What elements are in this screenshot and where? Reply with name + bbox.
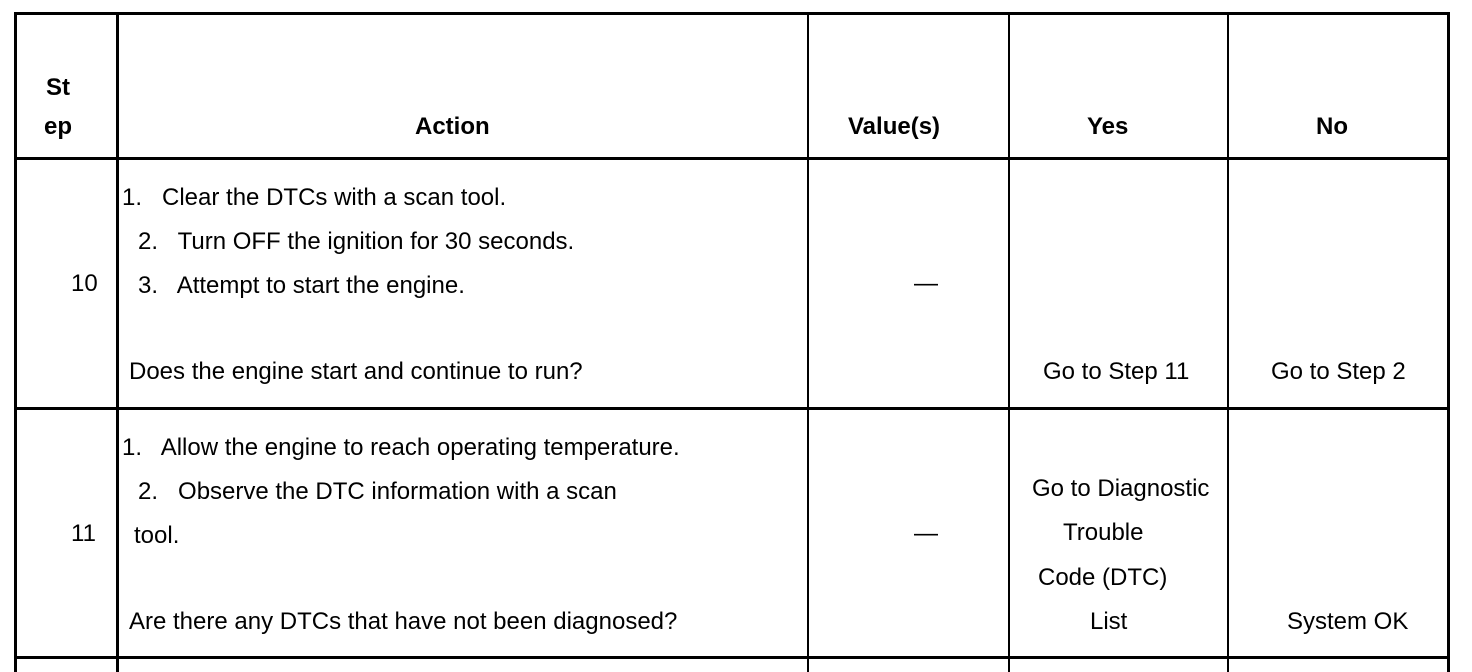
yes-cell-line-4: List: [1090, 608, 1128, 635]
yes-cell-line-3: Code (DTC): [1038, 564, 1168, 591]
header-yes: Yes: [1087, 113, 1129, 140]
header-divider: [14, 157, 1450, 160]
header-step-line2: ep: [44, 113, 73, 140]
action-question: Does the engine start and continue to run?: [129, 358, 583, 385]
header-step-line1: St: [46, 74, 70, 101]
action-line-1: 1. Clear the DTCs with a scan tool.: [122, 184, 507, 211]
step-number: 10: [71, 270, 98, 297]
action-line-3: tool.: [134, 522, 180, 549]
column-divider-yes: [1227, 12, 1229, 672]
value-cell: —: [914, 520, 938, 547]
value-cell: —: [914, 270, 938, 297]
no-cell: System OK: [1287, 608, 1409, 635]
column-divider-action: [807, 12, 809, 672]
action-line-2: 2. Observe the DTC information with a scan: [138, 478, 617, 505]
action-line-1: 1. Allow the engine to reach operating temperature.: [122, 434, 680, 461]
yes-cell: Go to Step 11: [1043, 358, 1190, 385]
yes-cell-line-1: Go to Diagnostic: [1032, 475, 1210, 502]
header-values: Value(s): [848, 113, 941, 140]
action-question: Are there any DTCs that have not been diagnosed?: [129, 608, 678, 635]
table-border-left: [14, 12, 17, 672]
no-cell: Go to Step 2: [1271, 358, 1406, 385]
row-divider: [14, 407, 1450, 410]
header-no: No: [1316, 113, 1348, 140]
table-border-top: [14, 12, 1450, 15]
table-border-bottom: [14, 656, 1450, 659]
action-line-2: 2. Turn OFF the ignition for 30 seconds.: [138, 228, 575, 255]
table-border-right: [1447, 12, 1450, 672]
step-number: 11: [71, 520, 96, 547]
action-line-3: 3. Attempt to start the engine.: [138, 272, 465, 299]
column-divider-values: [1008, 12, 1010, 672]
yes-cell-line-2: Trouble: [1063, 519, 1144, 546]
header-action: Action: [415, 113, 490, 140]
column-divider-step: [116, 12, 119, 672]
